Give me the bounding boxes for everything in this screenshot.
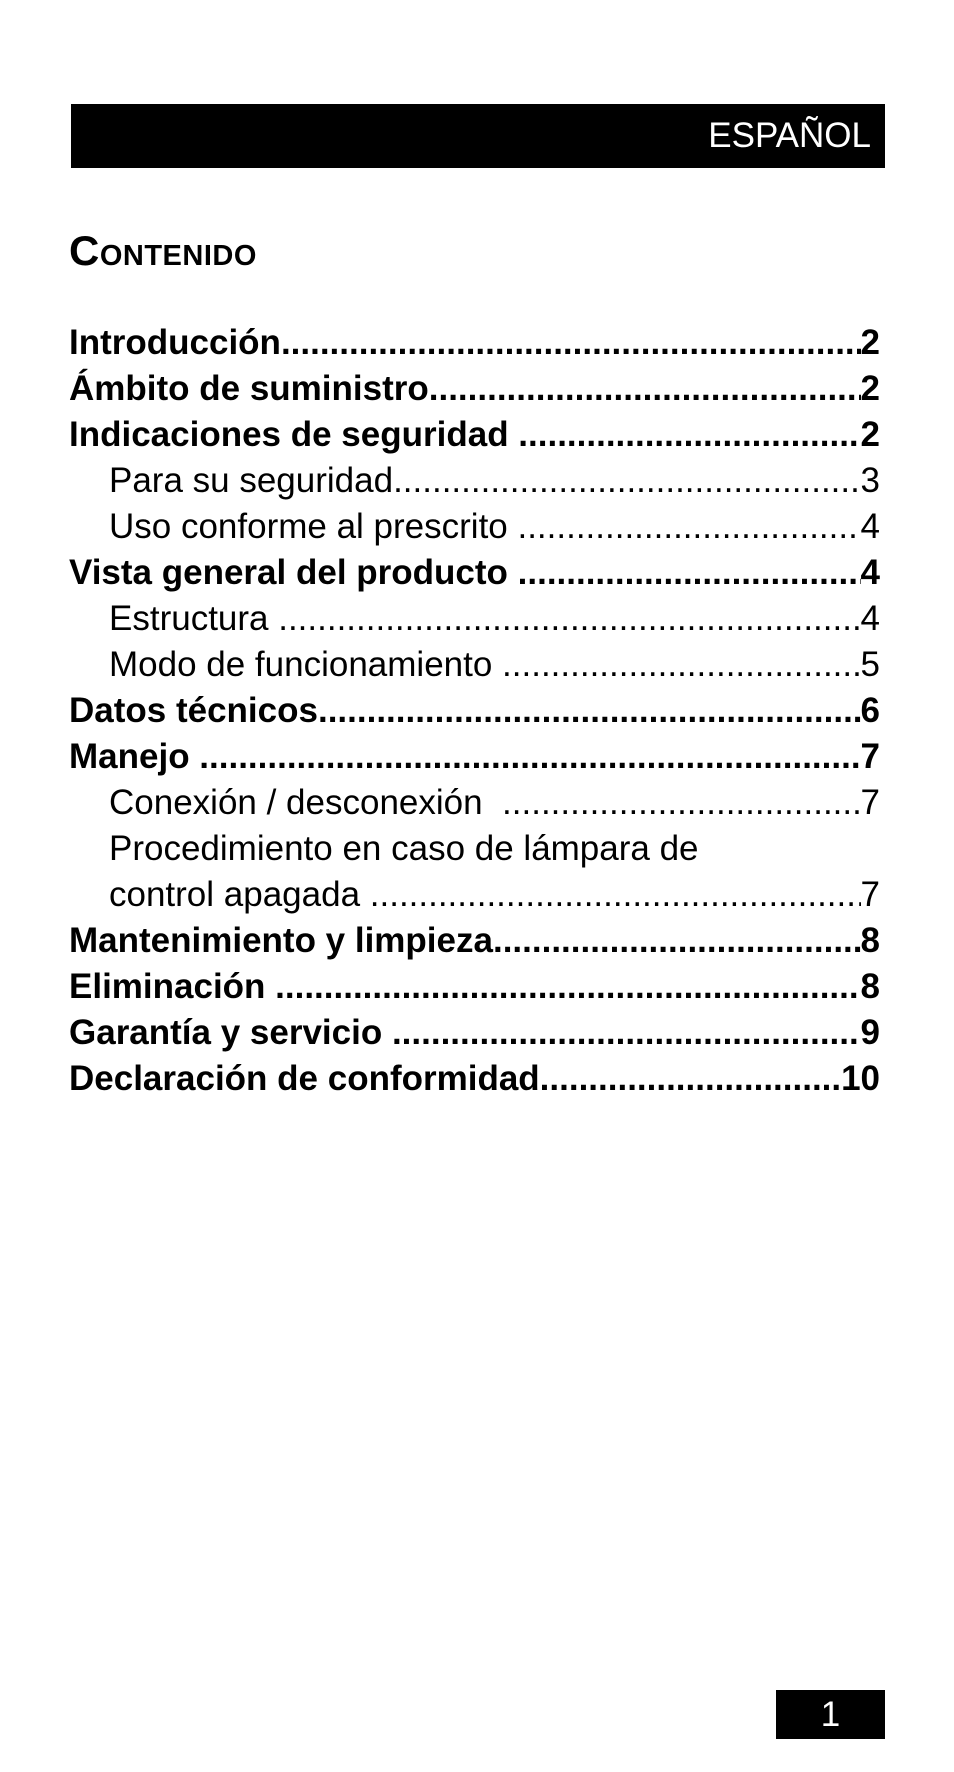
- toc-entry-page: 7: [860, 875, 880, 914]
- toc-leader-dots: [318, 688, 861, 734]
- toc-leader-dots: [278, 596, 860, 642]
- toc-entry-label: Ámbito de suministro: [69, 369, 429, 408]
- toc-entry-modo-de-funcionamiento[interactable]: [69, 642, 880, 688]
- toc-entry-label: Procedimiento en caso de lámpara de: [109, 829, 699, 868]
- toc-entry-page: 9: [860, 1013, 880, 1052]
- toc-entry-conexion-desconexion[interactable]: [69, 780, 880, 826]
- toc-entry-ambito-de-suministro[interactable]: [69, 366, 880, 412]
- toc-entry-label: Uso conforme al prescrito: [109, 507, 518, 546]
- toc-title: Contenido: [69, 227, 257, 274]
- toc-entry-label: Estructura: [109, 599, 279, 638]
- toc-entry-page: 2: [860, 323, 880, 362]
- toc-entry-page: 5: [860, 645, 880, 684]
- toc-entry-page: 8: [860, 967, 880, 1006]
- toc-entry-label: Para su seguridad: [109, 461, 394, 500]
- language-label: ESPAÑOL: [708, 116, 871, 155]
- toc-leader-dots: [540, 1056, 841, 1102]
- toc-leader-dots: [493, 918, 861, 964]
- toc-entry-garantia-y-servicio[interactable]: [69, 1010, 880, 1056]
- language-header-bar: [71, 104, 885, 168]
- toc-entry-procedimiento-line2[interactable]: [69, 872, 880, 918]
- toc-entry-page: 6: [860, 691, 880, 730]
- toc-entry-vista-general[interactable]: [69, 550, 880, 596]
- toc-entry-label: Indicaciones de seguridad: [69, 415, 519, 454]
- toc-leader-dots: [275, 964, 860, 1010]
- toc-entry-label: Introducción: [69, 323, 281, 362]
- toc-entry-para-su-seguridad[interactable]: [69, 458, 880, 504]
- toc-leader-dots: [199, 734, 860, 780]
- toc-entry-uso-conforme[interactable]: [69, 504, 880, 550]
- toc-leader-dots: [392, 1010, 861, 1056]
- toc-leader-dots: [393, 458, 860, 504]
- toc-entry-eliminacion[interactable]: [69, 964, 880, 1010]
- toc-entry-indicaciones-de-seguridad[interactable]: [69, 412, 880, 458]
- toc-entry-mantenimiento-y-limpieza[interactable]: [69, 918, 880, 964]
- toc-entry-label-continued: control apagada: [109, 875, 370, 914]
- toc-leader-dots: [518, 550, 861, 596]
- toc-entry-page: 2: [860, 369, 880, 408]
- toc-entry-introduccion[interactable]: [69, 320, 880, 366]
- toc-entry-declaracion-de-conformidad[interactable]: [69, 1056, 880, 1102]
- page-number: 1: [820, 1694, 841, 1734]
- toc-leader-dots: [370, 872, 861, 918]
- toc-entry-page: 7: [860, 783, 880, 822]
- toc-entry-datos-tecnicos[interactable]: [69, 688, 880, 734]
- toc-entry-procedimiento-line1[interactable]: [69, 826, 880, 872]
- toc-leader-dots: [502, 780, 860, 826]
- toc-entry-page: 4: [860, 553, 880, 592]
- toc-entry-label: Datos técnicos: [69, 691, 318, 730]
- page-number-box: [776, 1690, 885, 1739]
- toc-entry-label: Manejo: [69, 737, 200, 776]
- toc-entry-label: Mantenimiento y limpieza: [69, 921, 493, 960]
- toc-entry-page: 7: [860, 737, 880, 776]
- toc-entry-label: Vista general del producto: [69, 553, 518, 592]
- toc-entry-label: Eliminación: [69, 967, 276, 1006]
- toc-leader-dots: [281, 320, 861, 366]
- toc-entry-page: 2: [860, 415, 880, 454]
- toc-entry-label: Garantía y servicio: [69, 1013, 392, 1052]
- toc-entry-label: Declaración de conformidad: [69, 1059, 540, 1098]
- toc-entry-page: 4: [860, 599, 880, 638]
- toc-entry-page: 4: [860, 507, 880, 546]
- toc-leader-dots: [429, 366, 861, 412]
- toc-entry-label: Conexión / desconexión: [109, 783, 503, 822]
- toc-entry-page: 8: [860, 921, 880, 960]
- toc-leader-dots: [502, 642, 860, 688]
- table-of-contents: [69, 320, 880, 1102]
- toc-entry-page: 10: [841, 1059, 880, 1098]
- toc-entry-manejo[interactable]: [69, 734, 880, 780]
- toc-entry-estructura[interactable]: [69, 596, 880, 642]
- toc-entry-label: Modo de funcionamiento: [109, 645, 503, 684]
- toc-leader-dots: [518, 412, 860, 458]
- toc-entry-page: 3: [860, 461, 880, 500]
- toc-leader-dots: [517, 504, 860, 550]
